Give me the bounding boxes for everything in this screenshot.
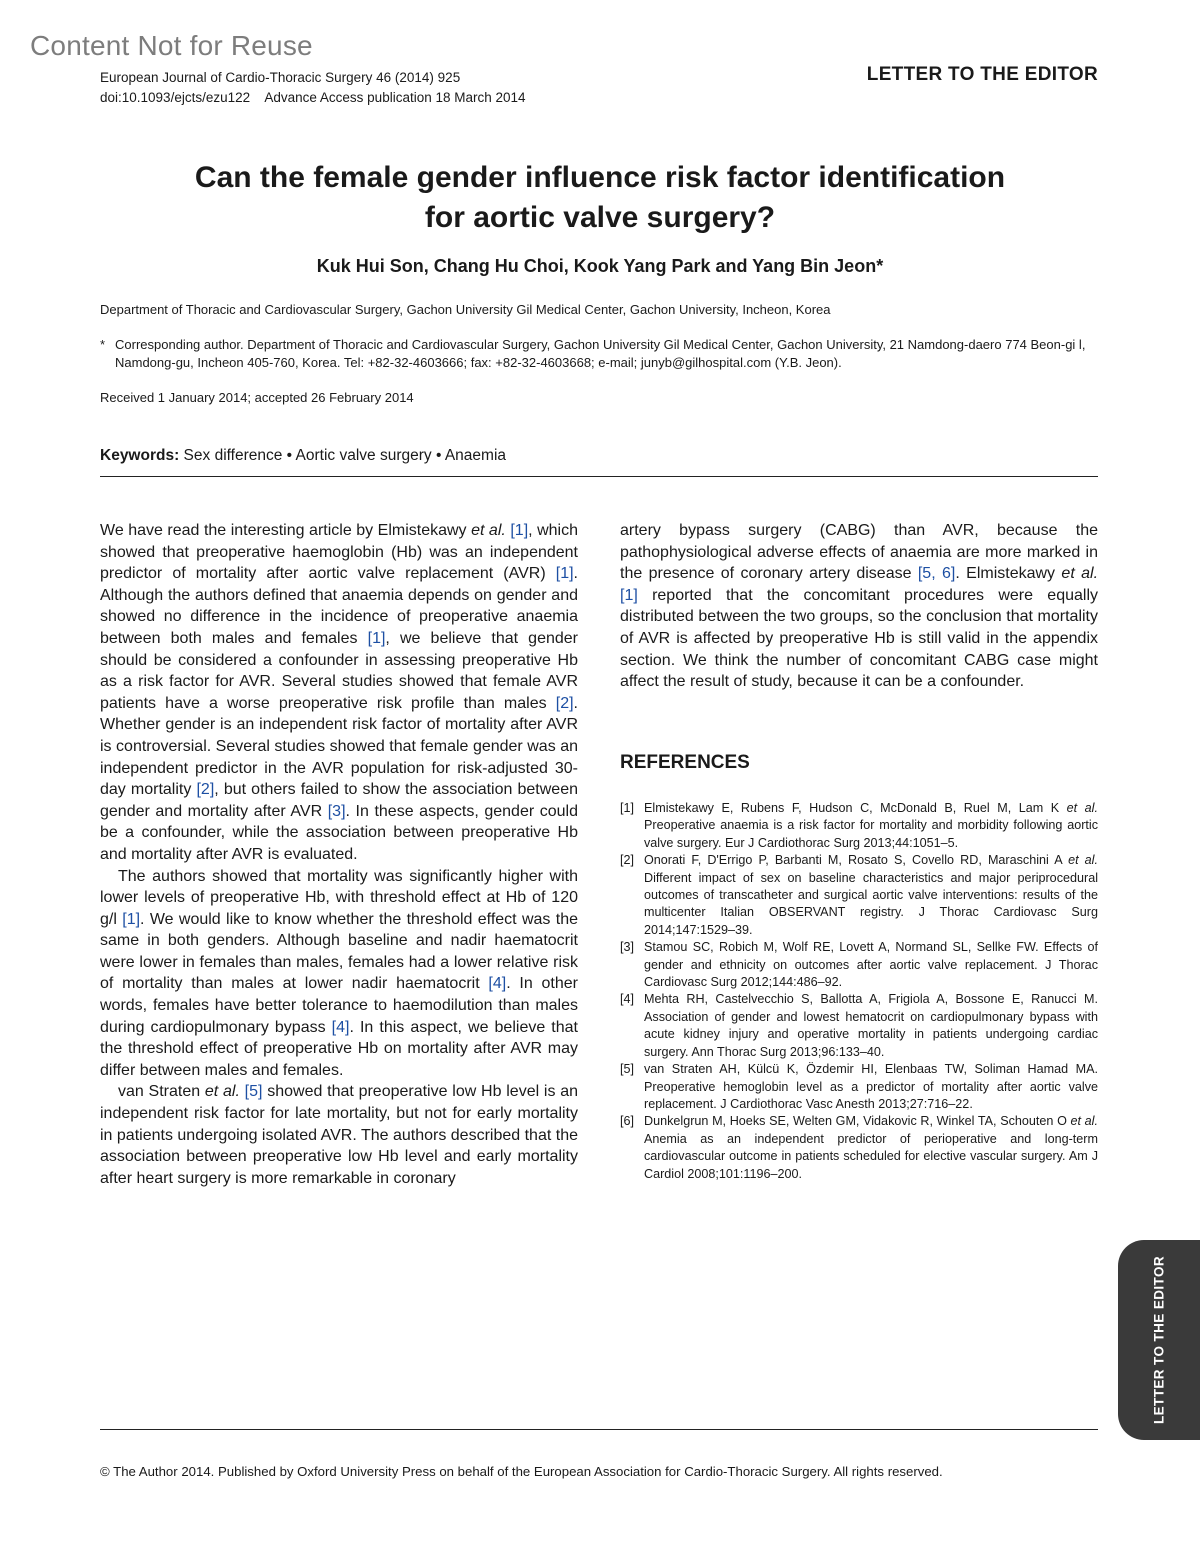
keywords-label: Keywords: xyxy=(100,447,180,464)
reference-text: Anemia as an independent predictor of perioperative and long-term cardiovascular outcome in patients scheduled for elective vascular surgery. Am J Cardiol 2008;101:1196–200. xyxy=(644,1131,1098,1181)
text-run: . Whether gender is an independent risk factor of mortality after AVR is controversial. Several studies showed that female gender was an independent predictor in the AVR population for risk-adjusted 30-day mortality xyxy=(100,694,578,799)
section-tag: LETTER TO THE EDITOR xyxy=(866,64,1098,85)
body-paragraph xyxy=(100,1081,578,1189)
reference-text: Mehta RH, Castelvecchio S, Ballotta A, Frigiola A, Bossone E, Ranucci M. Association of gender and lowest hematocrit on cardiopulmonary bypass with acute kidney injury and operative mortality in patients undergoing cardiac surgery. Ann Thorac Surg 2013;96:133–40. xyxy=(644,992,1098,1059)
text-run: . In these aspects, gender could be a confounder, while the association between preoperative Hb and mortality after AVR is evaluated. xyxy=(100,802,579,863)
text-run: , but others failed to show the association between gender and mortality after AVR xyxy=(100,781,578,820)
text-run: showed that preoperative low Hb level is an independent risk factor for late mortality, but not for early mortality in patients undergoing isolated AVR. The authors described that the association between preoperative low Hb level and early mortality after heart surgery is more remarkable in coronary xyxy=(100,1083,579,1187)
reference-etal: et al. xyxy=(1068,853,1098,868)
journal-info xyxy=(100,68,526,108)
reference-item xyxy=(620,1061,1098,1113)
text-run: . We would like to know whether the threshold effect was the same in both genders. Although baseline and nadir haematocrit were lower in females than males, females had a lower relative risk of mortality than males at lower nadir haematocrit xyxy=(100,910,579,993)
reference-number: [1] xyxy=(620,801,635,815)
text-run-italic: et al. xyxy=(204,1083,240,1101)
citation-link[interactable]: [2] xyxy=(196,781,215,799)
reference-number: [4] xyxy=(620,992,635,1007)
citation-link[interactable]: [2] xyxy=(555,694,574,712)
journal-citation: European Journal of Cardio-Thoracic Surgery 46 (2014) 925 xyxy=(100,70,461,85)
reference-text: Elmistekawy E, Rubens F, Hudson C, McDonald B, Ruel M, Lam K xyxy=(644,801,1067,815)
citation-link[interactable]: [4] xyxy=(488,975,507,993)
citation-link[interactable]: [4] xyxy=(331,1018,350,1036)
citation-link[interactable]: [1] xyxy=(555,565,574,583)
citation-link[interactable]: [5, 6] xyxy=(917,565,956,583)
header-divider xyxy=(100,476,1098,477)
body-column-right xyxy=(620,520,1098,693)
reference-etal: et al. xyxy=(1066,801,1098,815)
reference-item xyxy=(620,852,1098,939)
watermark: Content Not for Reuse xyxy=(30,30,313,61)
reference-text: Stamou SC, Robich M, Wolf RE, Lovett A, Normand SL, Sellke FW. Effects of gender and ethnicity on outcomes after aortic valve replacement. J Thorac Cardiovasc Surg 2012;144:486–92. xyxy=(644,940,1098,990)
body-paragraph xyxy=(100,866,578,1082)
received-dates: Received 1 January 2014; accepted 26 February 2014 xyxy=(100,390,414,405)
keywords xyxy=(100,446,506,466)
title-line-2: for aortic valve surgery? xyxy=(424,201,776,234)
journal-doi[interactable]: doi:10.1093/ejcts/ezu122 Advance Access publication 18 March 2014 xyxy=(100,90,526,105)
reference-text: van Straten AH, Külcü K, Özdemir HI, Elenbaas TW, Soliman Hamad MA. Preoperative hemoglobin level as a predictor of mortality after aortic valve replacement. J Cardiothorac Vasc Anesth 2013;27:716–22. xyxy=(644,1062,1098,1111)
copyright-notice: © The Author 2014. Published by Oxford University Press on behalf of the European Association for Cardio-Thoracic Surgery. All rights reserved. xyxy=(100,1464,943,1479)
reference-number: [2] xyxy=(620,853,635,868)
reference-item xyxy=(620,1113,1098,1183)
text-run: , which showed that preoperative haemoglobin (Hb) was an independent predictor of mortality after aortic valve replacement (AVR) xyxy=(100,522,579,583)
reference-list xyxy=(620,800,1098,1183)
citation-link[interactable]: [1] xyxy=(510,522,529,539)
reference-number: [3] xyxy=(620,940,635,955)
body-column-left xyxy=(100,520,578,1189)
reference-text: Onorati F, D'Errigo P, Barbanti M, Rosato S, Covello RD, Maraschini A xyxy=(644,853,1069,868)
side-section-tab xyxy=(1118,1240,1200,1440)
affiliation: Department of Thoracic and Cardiovascular Surgery, Gachon University Gil Medical Center, Gachon University, Incheon, Korea xyxy=(100,302,831,317)
reference-item xyxy=(620,800,1098,852)
citation-link[interactable]: [1] xyxy=(367,629,386,647)
reference-number: [6] xyxy=(620,1114,635,1129)
text-run: reported that the concomitant procedures were equally distributed between the two groups, so the conclusion that mortality of AVR is affected by preoperative Hb is still valid in the appendix section. We think the number of concomitant CABG case might affect the result of study, because it can be a confounder. xyxy=(620,586,1098,691)
references-heading: REFERENCES xyxy=(620,752,750,773)
side-tab-label: LETTER TO THE EDITOR xyxy=(1151,1255,1167,1425)
footer-divider xyxy=(100,1429,1098,1430)
text-run: . Elmistekawy xyxy=(955,565,1062,583)
text-run-italic: et al. xyxy=(471,522,506,539)
reference-text: Preoperative anaemia is a risk factor for mortality and morbidity following aortic valve surgery. Eur J Cardiothorac Surg 2013;44:1051–5. xyxy=(644,818,1098,850)
reference-etal: et al. xyxy=(1070,1114,1098,1129)
reference-item xyxy=(620,939,1098,991)
body-paragraph xyxy=(620,520,1098,693)
text-run: , we believe that gender should be considered a confounder in assessing preoperative Hb as a risk factor for AVR. Several studies showed that female AVR patients have a worse preoperative risk profile than males xyxy=(100,629,578,712)
text-run: van Straten xyxy=(118,1083,205,1101)
author-list: Kuk Hui Son, Chang Hu Choi, Kook Yang Park and Yang Bin Jeon* xyxy=(316,256,884,276)
corresponding-author xyxy=(100,336,1100,372)
corresponding-marker: * xyxy=(100,337,106,352)
body-paragraph xyxy=(100,520,578,866)
citation-link[interactable]: [1] xyxy=(122,910,141,928)
reference-text: Dunkelgrun M, Hoeks SE, Welten GM, Vidakovic R, Winkel TA, Schouten O xyxy=(644,1114,1071,1129)
citation-link[interactable]: [1] xyxy=(620,586,638,604)
reference-text: Different impact of sex on baseline characteristics and major periprocedural outcomes of transcatheter and surgical aortic valve interventions: results of the multicenter Italian OBSERVANT registry. J Thorac Cardiovasc Surg 2014;147:1529–39. xyxy=(644,870,1098,937)
text-run: . Although the authors defined that anaemia depends on gender and showed no difference in the incidence of preoperative anaemia between both males and females xyxy=(100,565,578,647)
citation-link[interactable]: [3] xyxy=(327,802,346,820)
corresponding-text: Corresponding author. Department of Thoracic and Cardiovascular Surgery, Gachon University Gil Medical Center, Gachon University, 21 Namdong-daero 774 Beon-gi l, Namdong-gu, Incheon 405-760, Korea. Tel: +82-32-4603666; fax: +82-32-4603668; e-mail; junyb@gilhospital.com (Y.B. Jeon). xyxy=(115,337,1086,370)
title-line-1: Can the female gender influence risk factor identification xyxy=(194,161,1006,194)
keywords-text: Sex difference • Aortic valve surgery • Anaemia xyxy=(179,447,507,464)
article-title xyxy=(150,158,1050,238)
reference-item xyxy=(620,991,1098,1061)
text-run: The authors showed that mortality was significantly higher with lower levels of preoperative Hb, with threshold effect at Hb of 120 g/l xyxy=(100,867,578,928)
text-run: . In other words, females have better tolerance to haemodilution than males during cardiopulmonary bypass xyxy=(100,975,578,1036)
citation-link[interactable]: [5] xyxy=(244,1083,263,1101)
reference-number: [5] xyxy=(620,1062,635,1077)
text-run: . In this aspect, we believe that the threshold effect of preoperative Hb on mortality after AVR may differ between males and females. xyxy=(100,1018,578,1079)
text-run: We have read the interesting article by Elmistekawy xyxy=(100,522,472,539)
text-run-italic: et al. xyxy=(1061,565,1099,583)
text-run: artery bypass surgery (CABG) than AVR, because the pathophysiological adverse effects of anaemia are more marked in the presence of coronary artery disease xyxy=(620,522,1098,583)
